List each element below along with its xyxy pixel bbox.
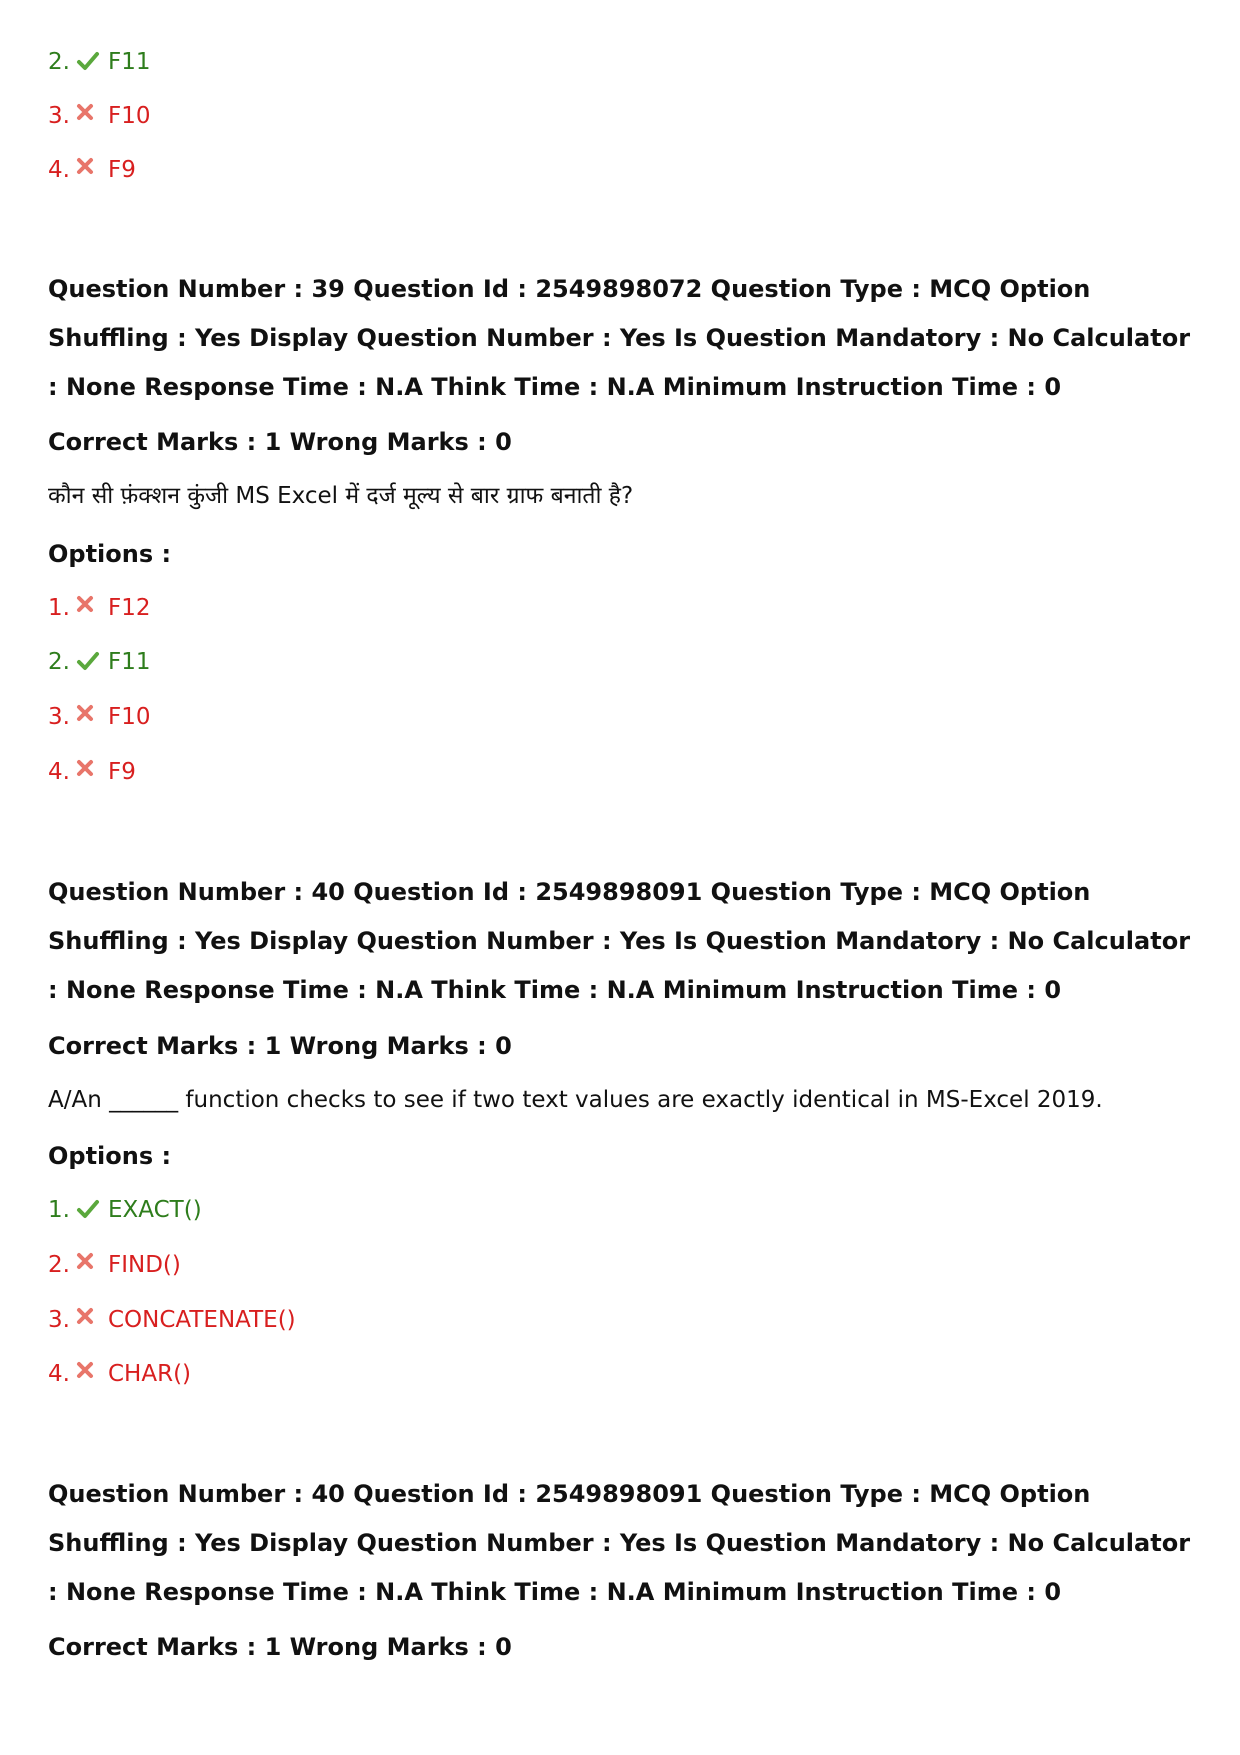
option-item — [48, 45, 151, 79]
cross-icon — [76, 755, 108, 789]
option-item — [48, 700, 151, 734]
option-number: 1. — [48, 1197, 70, 1223]
option-number: 4. — [48, 157, 70, 183]
option-number: 1. — [48, 595, 70, 621]
question-text: कौन सी फ़ंक्शन कुंजी MS Excel में दर्ज मूल्य से बार ग्राफ बनाती है? — [48, 483, 634, 509]
option-item — [48, 99, 151, 133]
option-number: 3. — [48, 1307, 70, 1333]
cross-icon — [76, 153, 108, 187]
option-number: 2. — [48, 49, 70, 75]
option-number: 2. — [48, 1252, 70, 1278]
question-marks: Correct Marks : 1 Wrong Marks : 0 — [48, 1633, 512, 1661]
cross-icon — [76, 591, 108, 625]
option-text: FIND() — [108, 1252, 181, 1278]
option-text: EXACT() — [108, 1197, 202, 1223]
options-label: Options : — [48, 540, 172, 568]
cross-icon — [76, 1248, 108, 1282]
option-text: CHAR() — [108, 1361, 192, 1387]
option-item — [48, 1193, 202, 1227]
cross-icon — [76, 99, 108, 133]
option-number: 3. — [48, 704, 70, 730]
cross-icon — [76, 1357, 108, 1391]
option-text: CONCATENATE() — [108, 1307, 296, 1333]
question-meta: Question Number : 39 Question Id : 2549898072 Question Type : MCQ Option Shuffling : Yes Display Question Number : Yes Is Question Mandatory : No Calculator : None Response Time : N.A Think Time : N.A Minimum Instruction Time : 0 — [48, 275, 1191, 401]
option-item — [48, 153, 136, 187]
option-number: 4. — [48, 759, 70, 785]
question-text: A/An ______ function checks to see if two text values are exactly identical in MS-Excel 2019. — [48, 1087, 1103, 1113]
option-text: F11 — [108, 649, 151, 675]
option-number: 2. — [48, 649, 70, 675]
option-text: F11 — [108, 49, 151, 75]
question-meta: Question Number : 40 Question Id : 2549898091 Question Type : MCQ Option Shuffling : Yes Display Question Number : Yes Is Question Mandatory : No Calculator : None Response Time : N.A Think Time : N.A Minimum Instruction Time : 0 — [48, 1480, 1191, 1606]
cross-icon — [76, 1303, 108, 1337]
question-meta: Question Number : 40 Question Id : 2549898091 Question Type : MCQ Option Shuffling : Yes Display Question Number : Yes Is Question Mandatory : No Calculator : None Response Time : N.A Think Time : N.A Minimum Instruction Time : 0 — [48, 878, 1191, 1004]
option-text: F10 — [108, 704, 151, 730]
cross-icon — [76, 700, 108, 734]
option-text: F9 — [108, 759, 136, 785]
option-item — [48, 1303, 296, 1337]
check-icon — [76, 45, 108, 79]
option-text: F9 — [108, 157, 136, 183]
option-item — [48, 645, 151, 679]
check-icon — [76, 1193, 108, 1227]
option-text: F12 — [108, 595, 151, 621]
question-marks: Correct Marks : 1 Wrong Marks : 0 — [48, 1032, 512, 1060]
question-marks: Correct Marks : 1 Wrong Marks : 0 — [48, 428, 512, 456]
option-item — [48, 1248, 181, 1282]
option-number: 3. — [48, 103, 70, 129]
option-item — [48, 1357, 191, 1391]
options-label: Options : — [48, 1142, 172, 1170]
option-item — [48, 755, 136, 789]
option-item — [48, 591, 151, 625]
option-number: 4. — [48, 1361, 70, 1387]
option-text: F10 — [108, 103, 151, 129]
check-icon — [76, 645, 108, 679]
